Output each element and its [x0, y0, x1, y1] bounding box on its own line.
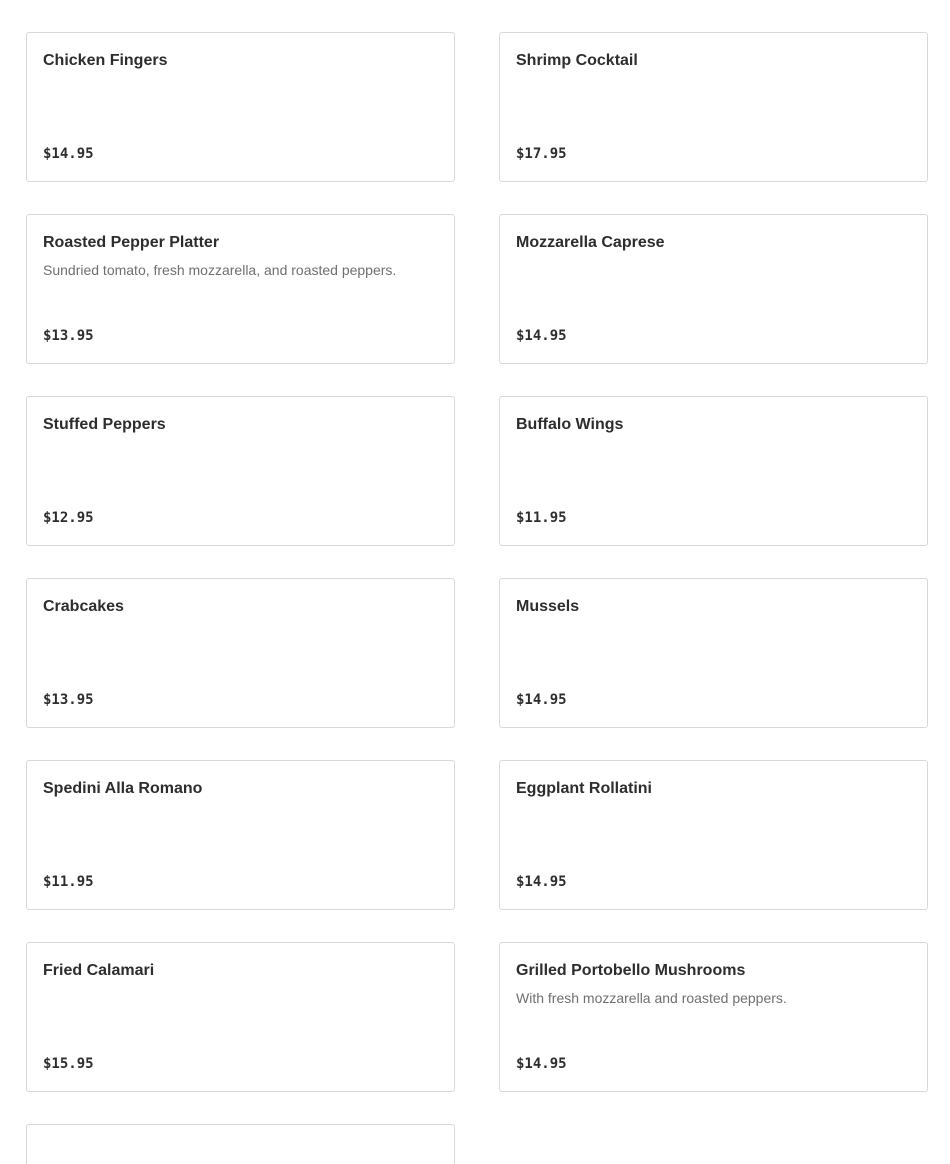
menu-item-price: $14.95	[516, 1056, 567, 1072]
menu-item-card[interactable]	[26, 32, 455, 182]
menu-item-name: Shrimp Cocktail	[516, 52, 638, 69]
menu-item-card[interactable]	[499, 578, 928, 728]
menu-item-price: $11.95	[516, 510, 567, 526]
menu-item-description: With fresh mozzarella and roasted peppers.	[516, 990, 787, 1006]
menu-item-price: $14.95	[516, 874, 567, 890]
menu-item-card[interactable]	[26, 214, 455, 364]
menu-item-grid	[26, 32, 928, 1164]
menu-item-name: Spedini Alla Romano	[43, 780, 203, 797]
menu-item-card[interactable]	[26, 578, 455, 728]
menu-item-price: $15.95	[43, 1056, 94, 1072]
menu-item-name: Eggplant Rollatini	[516, 780, 652, 797]
menu-item-name: Roasted Pepper Platter	[43, 234, 220, 251]
menu-item-card[interactable]	[26, 942, 455, 1092]
menu-item-card[interactable]	[26, 760, 455, 910]
menu-item-price: $14.95	[43, 146, 94, 162]
menu-item-card[interactable]	[499, 760, 928, 910]
menu-item-price: $14.95	[516, 328, 567, 344]
menu-item-card[interactable]	[499, 396, 928, 546]
menu-item-card[interactable]	[499, 942, 928, 1092]
menu-item-price: $14.95	[516, 692, 567, 708]
menu-item-name: Stuffed Peppers	[43, 416, 166, 433]
menu-item-name: Buffalo Wings	[516, 416, 624, 433]
menu-item-card[interactable]	[499, 32, 928, 182]
menu-item-name: Fried Calamari	[43, 962, 155, 979]
menu-item-card[interactable]	[26, 396, 455, 546]
menu-item-price: $13.95	[43, 328, 94, 344]
menu-item-price: $13.95	[43, 692, 94, 708]
menu-item-name: Mussels	[516, 598, 580, 615]
menu-item-card[interactable]	[499, 214, 928, 364]
menu-item-name: Crabcakes	[43, 598, 124, 615]
menu-item-name: Mozzarella Caprese	[516, 234, 665, 251]
menu-item-name: Grilled Portobello Mushrooms	[516, 962, 746, 979]
menu-item-price: $17.95	[516, 146, 567, 162]
menu-item-card-partial[interactable]	[26, 1124, 455, 1164]
menu-item-price: $12.95	[43, 510, 94, 526]
menu-item-price: $11.95	[43, 874, 94, 890]
menu-item-name: Chicken Fingers	[43, 52, 168, 69]
menu-item-description: Sundried tomato, fresh mozzarella, and roasted peppers.	[43, 262, 397, 278]
